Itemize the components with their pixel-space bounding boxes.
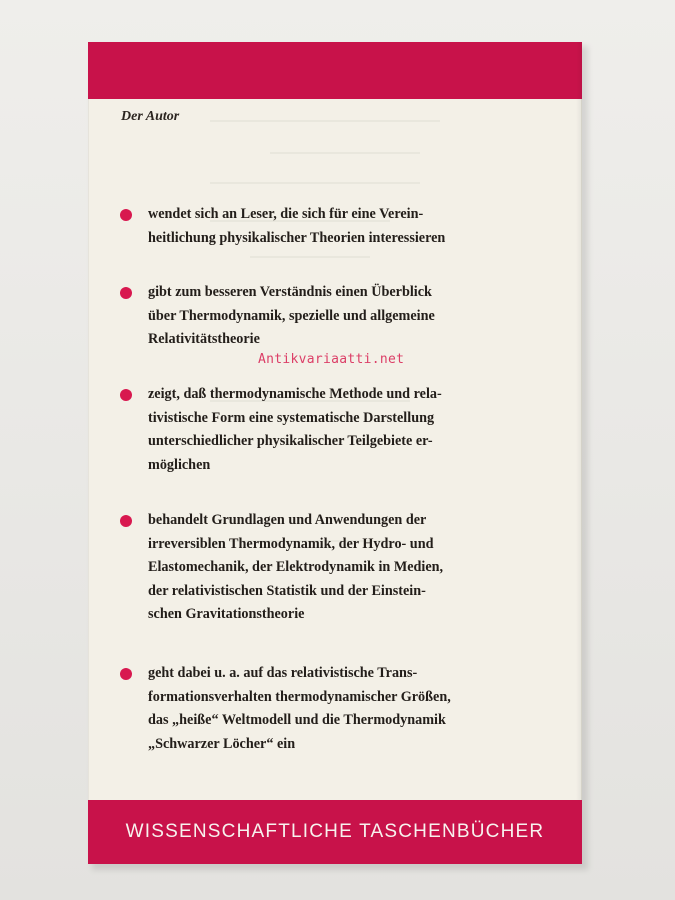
watermark-text: Antikvariaatti.net <box>258 352 405 367</box>
item-4-text: behandelt Grundlagen und Anwendungen der irreversiblen Thermodynamik, der Hydro- und Elastomechanik, der Elektrodynamik in Medien, der relativistischen Statistik und der Einstein- schen Gravitationstheorie <box>148 512 444 622</box>
item-5-text: geht dabei u. a. auf das relativistische Trans- formationsverhalten thermodynamischer Größen, das „heiße“ Weltmodell und die Thermodynamik „Schwarzer Löcher“ ein <box>148 665 451 752</box>
series-title: WISSENSCHAFTLICHE TASCHENBÜCHER <box>125 821 545 842</box>
bullet-1 <box>120 209 132 221</box>
item-3-text: zeigt, daß thermodynamische Methode und rela- tivistische Form eine systematische Darstellung unterschiedlicher physikalischer Teilgebiete er- möglichen <box>148 386 442 473</box>
item-2-text: gibt zum besseren Verständnis einen Überblick über Thermodynamik, spezielle und allgemeine Relativitätstheorie <box>148 284 435 347</box>
bullet-4 <box>120 515 132 527</box>
book-edge <box>576 42 582 864</box>
item-1-text: wendet sich an Leser, die sich für eine Verein- heitlichung physikalischer Theorien interessieren <box>148 206 446 246</box>
bullet-5 <box>120 668 132 680</box>
bullet-3 <box>120 389 132 401</box>
bottom-red-band <box>88 800 582 864</box>
author-label: Der Autor <box>121 109 180 124</box>
bullet-2 <box>120 287 132 299</box>
